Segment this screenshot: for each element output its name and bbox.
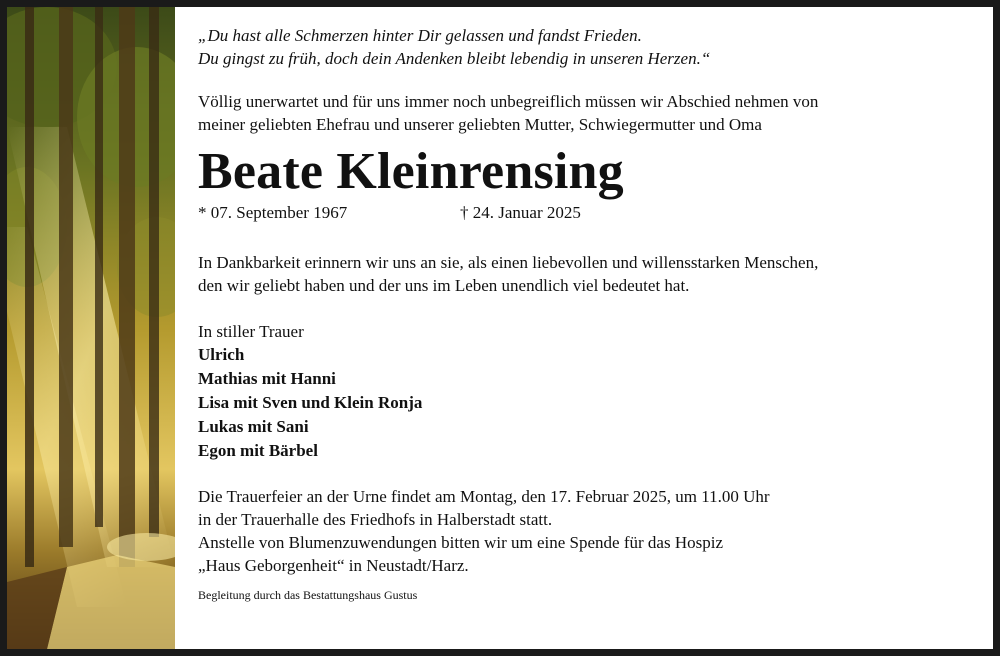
death-date: † 24. Januar 2025 [460, 203, 581, 222]
mourners-list [198, 343, 978, 463]
gratitude-line-2: den wir geliebt haben und der uns im Leben unendlich viel bedeutet hat. [198, 276, 690, 295]
ceremony-info [198, 485, 978, 577]
mourning-label: In stiller Trauer [198, 322, 304, 341]
mourner-name: Ulrich [198, 345, 245, 364]
mourner-name: Lukas mit Sani [198, 417, 309, 436]
ceremony-line-3: Anstelle von Blumenzuwendungen bitten wir um eine Spende für das Hospiz [198, 533, 723, 552]
intro-text [198, 90, 978, 136]
ceremony-line-2: in der Trauerhalle des Friedhofs in Halberstadt statt. [198, 510, 553, 529]
quote-line-2: Du gingst zu früh, doch dein Andenken bleibt lebendig in unseren Herzen.“ [198, 49, 711, 68]
ceremony-line-4: „Haus Geborgenheit“ in Neustadt/Harz. [198, 556, 469, 575]
forest-image [7, 7, 175, 649]
birth-date: * 07. September 1967 [198, 203, 348, 222]
intro-line-1: Völlig unerwartet und für uns immer noch unbegreiflich müssen wir Abschied nehmen von [198, 92, 819, 111]
obituary-content [198, 24, 978, 603]
quote-line-1: „Du hast alle Schmerzen hinter Dir gelassen und fandst Frieden. [198, 26, 642, 45]
gratitude-line-1: In Dankbarkeit erinnern wir uns an sie, als einen liebevollen und willensstarken Menschen, [198, 253, 819, 272]
intro-line-2: meiner geliebten Ehefrau und unserer geliebten Mutter, Schwiegermutter und Oma [198, 115, 762, 134]
mourner-name: Mathias mit Hanni [198, 369, 336, 388]
life-dates [198, 202, 978, 224]
deceased-name: Beate Kleinrensing [198, 143, 624, 200]
memorial-quote [198, 24, 978, 70]
mourner-name: Lisa mit Sven und Klein Ronja [198, 393, 423, 412]
ceremony-line-1: Die Trauerfeier an der Urne findet am Montag, den 17. Februar 2025, um 11.00 Uhr [198, 487, 770, 506]
mourner-name: Egon mit Bärbel [198, 441, 318, 460]
funeral-home-note: Begleitung durch das Bestattungshaus Gustus [198, 588, 418, 602]
gratitude-text [198, 251, 978, 297]
